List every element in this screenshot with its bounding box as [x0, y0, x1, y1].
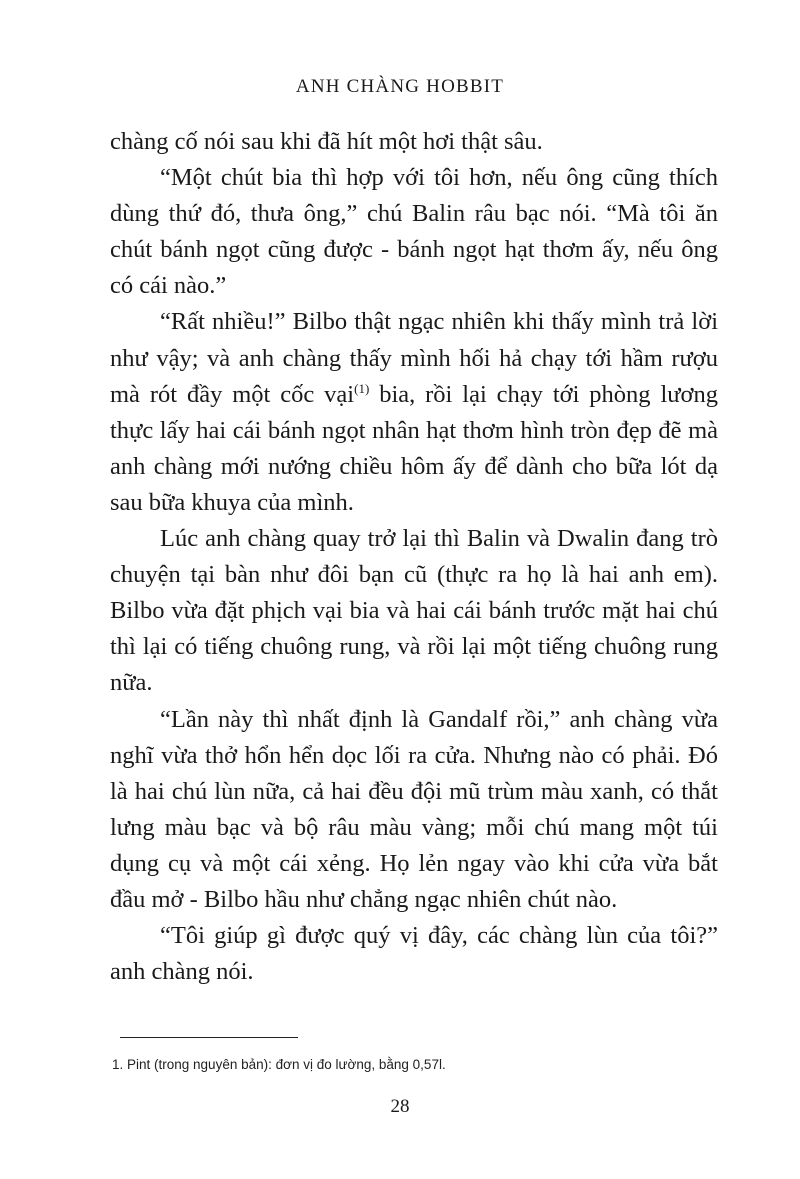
- paragraph: Lúc anh chàng quay trở lại thì Balin và Dwalin đang trò chuyện tại bàn như đôi bạn cũ (thực ra họ là hai anh em). Bilbo vừa đặt phịch vại bia và hai cái bánh trước mặt hai chú thì lại có tiếng chuông rung, và rồi lại một tiếng chuông rung nữa.: [110, 525, 718, 697]
- footnote: 1. Pint (trong nguyên bản): đơn vị đo lường, bằng 0,57l.: [112, 1057, 446, 1072]
- paragraph: “Tôi giúp gì được quý vị đây, các chàng lùn của tôi?” anh chàng nói.: [110, 922, 718, 986]
- paragraph-text: bia, rồi lại chạy tới phòng lương thực lấy hai cái bánh ngọt nhân hạt thơm hình tròn đẹp đẽ mà anh chàng mới nướng chiều hôm ấy để dành cho bữa lót dạ sau bữa khuya của mình.: [110, 380, 718, 516]
- footnote-divider: [120, 1037, 298, 1038]
- paragraph: “Một chút bia thì hợp với tôi hơn, nếu ông cũng thích dùng thứ đó, thưa ông,” chú Balin râu bạc nói. “Mà tôi ăn chút bánh ngọt cũng được - bánh ngọt hạt thơm ấy, nếu ông có cái nào.”: [110, 164, 718, 300]
- running-title: ANH CHÀNG HOBBIT: [295, 76, 505, 97]
- paragraph: [110, 304, 718, 521]
- page-number: 28: [390, 1096, 410, 1117]
- paragraph-continued: chàng cố nói sau khi đã hít một hơi thật sâu.: [110, 128, 543, 155]
- paragraph: “Lần này thì nhất định là Gandalf rồi,” anh chàng vừa nghĩ vừa thở hổn hển dọc lối ra cửa. Nhưng nào có phải. Đó là hai chú lùn nữa, cả hai đều đội mũ trùm màu xanh, có thắt lưng màu bạc và bộ râu màu vàng; mỗi chú mang một túi dụng cụ và một cái xẻng. Họ lẻn ngay vào khi cửa vừa bắt đầu mở - Bilbo hầu như chẳng ngạc nhiên chút nào.: [110, 705, 718, 913]
- body-text: [110, 124, 718, 990]
- footnote-marker: (1): [354, 380, 370, 396]
- paragraph-text: “Rất nhiều!” Bilbo thật ngạc nhiên khi thấy mình trả lời như vậy; và anh chàng thấy mình hối hả chạy tới hầm rượu mà rót đầy một cốc vại: [110, 308, 718, 408]
